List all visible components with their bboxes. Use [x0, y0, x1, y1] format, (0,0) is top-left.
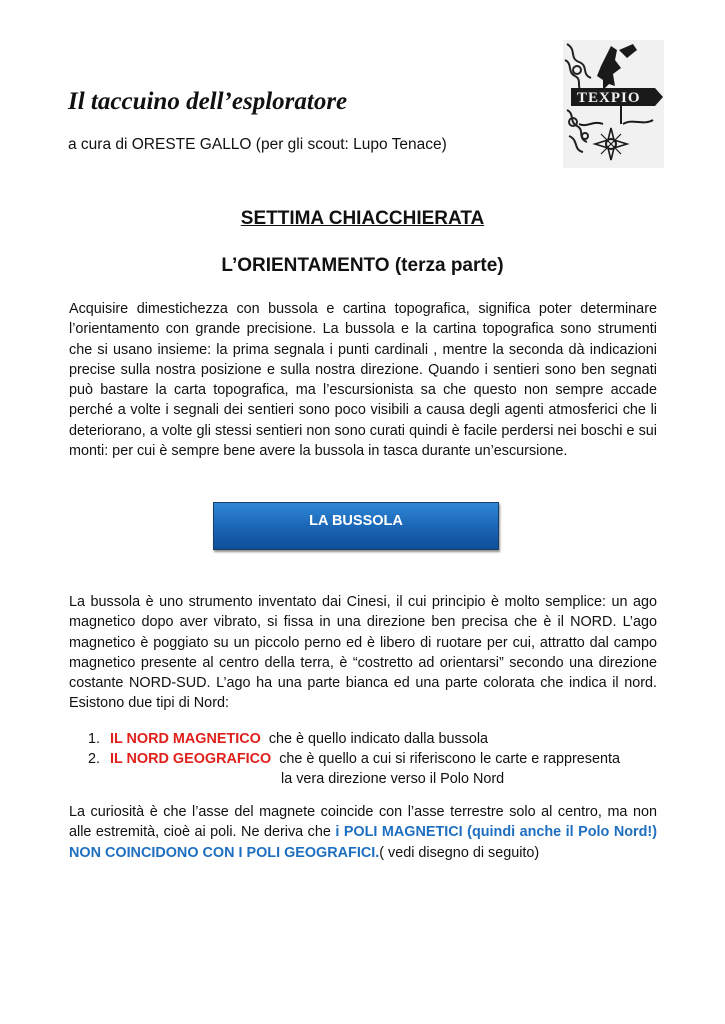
section-heading: SETTIMA CHIACCHIERATA — [240, 208, 485, 229]
page-subtitle: a cura di ORESTE GALLO (per gli scout: Lupo Tenace) — [68, 136, 447, 153]
list-number: 1. — [88, 731, 101, 747]
la-bussola-button[interactable]: LA BUSSOLA — [213, 502, 499, 550]
curiosity-note: ( vedi disegno di seguito) — [379, 844, 540, 861]
section-subheading: L’ORIENTAMENTO (terza parte) — [221, 255, 504, 276]
curiosity-paragraph — [69, 802, 657, 863]
list-number: 2. — [88, 751, 101, 767]
list-term: IL NORD GEOGRAFICO — [110, 751, 272, 767]
north-types-list — [88, 729, 668, 789]
list-item — [88, 749, 668, 789]
page-title: Il taccuino dell’esploratore — [68, 88, 348, 115]
list-item — [88, 729, 668, 749]
list-description: che è quello a cui si riferiscono le carte e rappresenta — [271, 751, 620, 767]
list-description-continued: la vera direzione verso il Polo Nord — [281, 771, 505, 787]
logo-lettering: ΤΕΧΡΙΟ — [577, 90, 641, 106]
intro-paragraph: Acquisire dimestichezza con bussola e cartina topografica, significa poter determinare l’orientamento con grande precisione. La bussola e la cartina topografica sono strumenti che si usano insieme: la prima segnala i punti cardinali , mentre la seconda dà indicazioni precise sulla nostra posizione e sulla nostra direzione. Quando i sentieri sono ben segnati può bastare la carta topografica, ma l’escursionista sa che questo non sempre accade perché a volte i segnali dei sentieri sono poco visibili a causa degli agenti atmosferici che li deteriorano, a volte gli stessi sentieri non sono curati quindi è facile perdersi nei boschi e sui monti: per cui è sempre bene avere la bussola in tasca durante un’escursione. — [69, 301, 657, 460]
poles-highlight: i POLI MAGNETICI (quindi anche il Polo Nord!) NON COINCIDONO CON I POLI GEOGRAFICI. — [69, 824, 658, 861]
scout-logo-image — [563, 40, 664, 168]
list-term: IL NORD MAGNETICO — [110, 731, 261, 747]
curiosity-text: La curiosità è che l’asse del magnete coincide con l’asse terrestre solo al centro, ma non alle estremità, cioè ai poli. Ne deriva che — [69, 804, 657, 841]
list-description: che è quello indicato dalla bussola — [260, 731, 489, 747]
compass-paragraph: La bussola è uno strumento inventato dai Cinesi, il cui principio è molto semplice: un ago magnetico dopo aver vibrato, si fissa in una direzione ben precisa che è il NORD. L’ago magnetico è poggiato su un piccolo perno ed è libero di ruotare per cui, attratto dal campo magnetico presente al centro della terra, è “costretto ad orientarsi” secondo una direzione costante NORD-SUD. L’ago ha una parte bianca ed una parte colorata che indica il nord. Esistono due tipi di Nord: — [69, 594, 657, 712]
